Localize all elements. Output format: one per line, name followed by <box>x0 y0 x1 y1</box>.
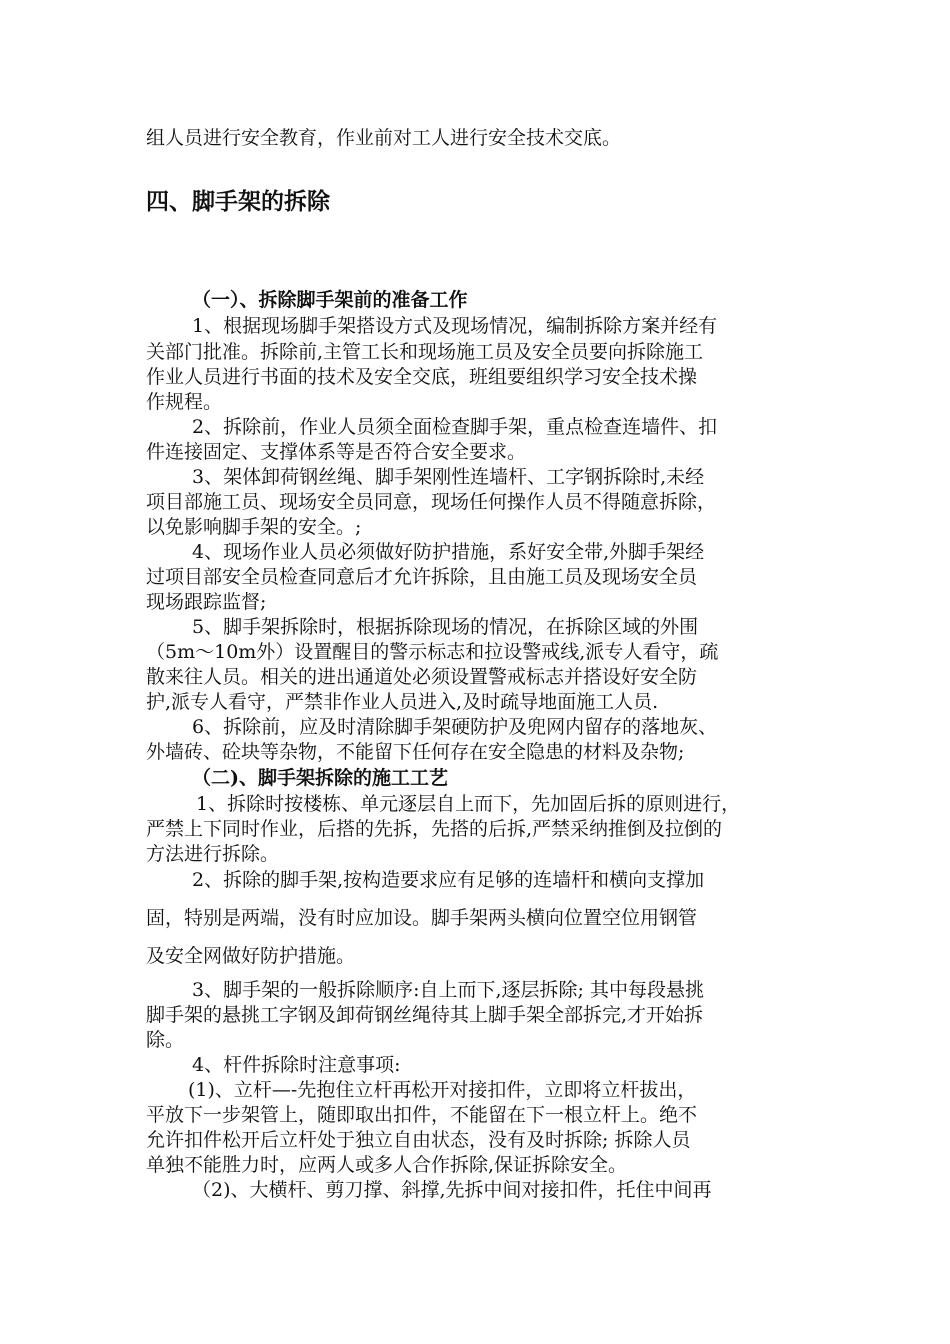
paragraph-line: 平放下一步架管上，随即取出扣件，不能留在下一根立杆上。绝不 <box>146 1104 698 1126</box>
paragraph-line: 1、拆除时按楼栋、单元逐层自上而下，先加固后拆的原则进行， <box>196 793 741 815</box>
paragraph-line: 作业人员进行书面的技术及安全交底，班组要组织学习安全技术操 <box>146 366 698 388</box>
paragraph-line: 2、拆除前，作业人员须全面检查脚手架，重点检查连墙件、扣 <box>192 416 718 438</box>
paragraph-line: 严禁上下同时作业，后搭的先拆，先搭的后拆,严禁采纳推倒及拉倒的 <box>146 818 723 840</box>
paragraph-line: 3、脚手架的一般拆除顺序:自上而下,逐层拆除; 其中每段悬挑 <box>192 979 704 1001</box>
paragraph-line: 脚手架的悬挑工字钢及卸荷钢丝绳待其上脚手架全部拆完,才开始拆 <box>146 1004 704 1026</box>
paragraph-line: 件连接固定、支撑体系等是否符合安全要求。 <box>146 441 527 463</box>
paragraph-line: (1)、立杆—-先抱住立杆再松开对接扣件，立即将立杆拔出， <box>188 1079 697 1101</box>
paragraph-line: 1、根据现场脚手架搭设方式及现场情况，编制拆除方案并经有 <box>192 315 718 337</box>
paragraph-line: （2)、大横杆、剪刀撑、斜撑,先拆中间对接扣件，托住中间再 <box>192 1179 712 1201</box>
paragraph-line: 5、脚手架拆除时，根据拆除现场的情况，在拆除区域的外围 <box>192 616 699 638</box>
paragraph-line: 以免影响脚手架的安全。; <box>146 516 362 538</box>
section-title: 四、脚手架的拆除 <box>146 188 330 215</box>
paragraph-line: 除。 <box>146 1029 185 1051</box>
paragraph-line: 及安全网做好防护措施。 <box>146 945 356 967</box>
paragraph-line: 现场跟踪监督; <box>146 591 267 613</box>
paragraph-line: 6、拆除前，应及时清除脚手架硬防护及兜网内留存的落地灰、 <box>192 716 718 738</box>
intro-line: 组人员进行安全教育，作业前对工人进行安全技术交底。 <box>146 127 622 149</box>
subsection-heading-2: （二)、脚手架拆除的施工工艺 <box>192 767 448 789</box>
paragraph-line: 允许扣件松开后立杆处于独立自由状态，没有及时拆除; 拆除人员 <box>146 1129 691 1151</box>
paragraph-line: 方法进行拆除。 <box>146 843 280 865</box>
paragraph-line: 4、杆件拆除时注意事项: <box>192 1054 401 1076</box>
paragraph-line: 过项目部安全员检查同意后才允许拆除，且由施工员及现场安全员 <box>146 566 698 588</box>
paragraph-line: 散来往人员。相关的进出通道处必须设置警戒标志并搭设好安全防 <box>146 666 698 688</box>
paragraph-line: 外墙砖、砼块等杂物，不能留下任何存在安全隐患的材料及杂物; <box>146 741 685 763</box>
paragraph-line: 4、现场作业人员必须做好防护措施，系好安全带,外脚手架经 <box>192 541 705 563</box>
paragraph-line: 护,派专人看守，严禁非作业人员进入,及时疏导地面施工人员. <box>146 691 659 713</box>
paragraph-line: 固，特别是两端，没有时应加设。脚手架两头横向位置空位用钢管 <box>146 907 698 929</box>
paragraph-line: 作规程。 <box>146 391 223 413</box>
paragraph-line: 关部门批准。拆除前,主管工长和现场施工员及安全员要向拆除施工 <box>146 341 704 363</box>
paragraph-line: 单独不能胜力时，应两人或多人合作拆除,保证拆除安全。 <box>146 1154 628 1176</box>
paragraph-line: 项目部施工员、现场安全员同意，现场任何操作人员不得随意拆除， <box>146 491 717 513</box>
subsection-heading-1: （一）、拆除脚手架前的准备工作 <box>192 289 468 311</box>
paragraph-line: （5m～10m外）设置醒目的警示标志和拉设警戒线,派专人看守，疏 <box>146 641 719 663</box>
paragraph-line: 2、拆除的脚手架,按构造要求应有足够的连墙杆和横向支撑加 <box>192 869 705 891</box>
paragraph-line: 3、架体卸荷钢丝绳、脚手架刚性连墙杆、工字钢拆除时,未经 <box>192 466 705 488</box>
